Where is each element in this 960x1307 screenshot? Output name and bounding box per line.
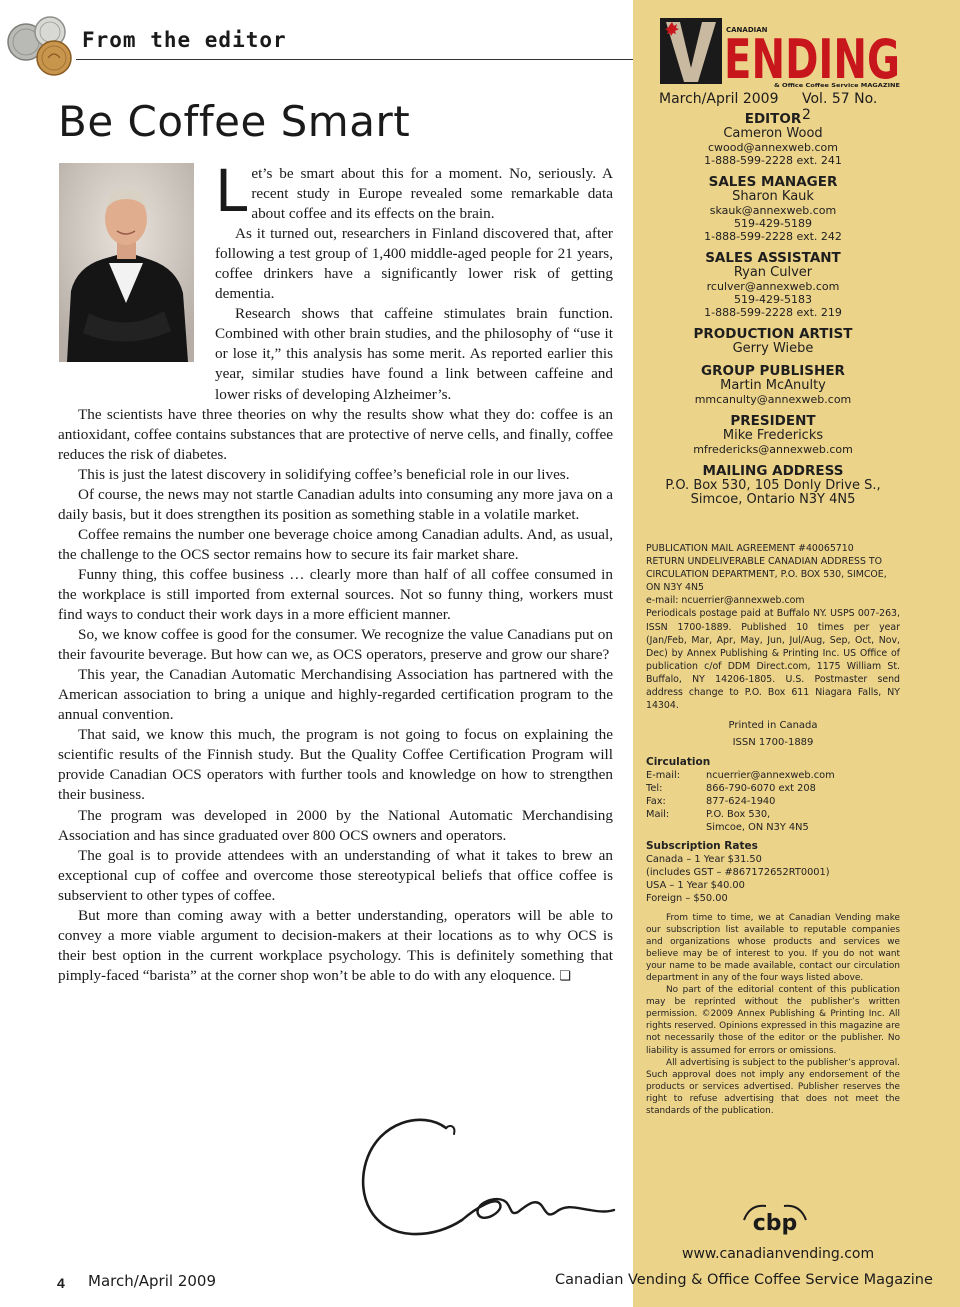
article-body — [58, 157, 613, 987]
article-paragraph: This is just the latest discovery in solidifying coffee’s beneficial role in our lives. — [78, 465, 570, 483]
subscription-line: (includes GST – #867172652RT0001) — [646, 867, 830, 879]
circulation-row: Mail: P.O. Box 530, — [646, 809, 771, 821]
subscription-title: Subscription Rates — [646, 840, 758, 852]
staff-entry — [655, 364, 891, 406]
staff-role: SALES MANAGER — [708, 174, 838, 190]
logo-canadian-label: CANADIAN — [726, 26, 768, 34]
staff-name: Martin McAnulty — [720, 378, 826, 393]
staff-email: rculver@annexweb.com — [706, 280, 840, 293]
staff-email: mfredericks@annexweb.com — [693, 443, 853, 456]
disclaimer-paragraph: No part of the editorial content of this publication may be reprinted without the publisher’s written permission. ©2009 Annex Publishing & Printing Inc. All rights reserved. Opinions expressed in this magazine are not necessarily those of the editor or the publisher. No liability is assumed for errors or omissions. — [646, 985, 900, 1056]
issn: ISSN 1700-1889 — [732, 736, 814, 748]
address-line: Simcoe, Ontario N3Y 4N5 — [690, 492, 856, 507]
printed-in-canada: Printed in Canada — [728, 720, 818, 731]
canadian-vending-logo — [660, 16, 902, 88]
article-paragraph: Of course, the news may not startle Canadian adults into consuming any more java on a daily basis, but it does strengthen its position as something stable in a volatile market. — [58, 485, 613, 523]
logo-wordmark: ENDING — [724, 28, 900, 88]
staff-entry — [655, 251, 891, 319]
staff-phone: 1-888-599-2228 ext. 242 — [704, 230, 842, 243]
article-paragraph: The scientists have three theories on why the results show what they do: coffee is an antioxidant, coffee contains substances that are protective of nerve cells, and finally, coffee reduces the risk of diabetes. — [58, 405, 613, 463]
article-paragraph: Coffee remains the number one beverage choice among Canadian adults. And, as usual, the challenge to the OCS sector remains how to secure its fair market share. — [58, 525, 613, 563]
staff-role: GROUP PUBLISHER — [701, 363, 845, 379]
article-paragraph: The program was developed in 2000 by the National Automatic Merchandising Association and has since graduated over 800 OCS owners and operators. — [58, 806, 613, 844]
staff-phone: 1-888-599-2228 ext. 241 — [704, 154, 842, 167]
return-address: RETURN UNDELIVERABLE CANADIAN ADDRESS TO CIRCULATION DEPARTMENT, P.O. BOX 530, SIMCOE, ON N3Y 4N5 — [646, 556, 887, 594]
issue-date: March/April 2009 — [659, 91, 779, 107]
staff-name: Sharon Kauk — [732, 189, 814, 204]
section-title: From the editor — [82, 28, 287, 52]
website-link[interactable]: www.canadianvending.com — [682, 1246, 875, 1262]
page-number: 4 — [57, 1275, 65, 1291]
circulation-row: Tel: 866-790-6070 ext 208 — [646, 783, 816, 795]
coins-icon — [4, 12, 74, 78]
headline: Be Coffee Smart — [58, 97, 411, 146]
logo-tagline: & Office Coffee Service MAGAZINE — [774, 83, 901, 88]
staff-entry — [655, 327, 891, 356]
staff-role: PRODUCTION ARTIST — [693, 326, 853, 342]
staff-phone: 519-429-5189 — [734, 217, 812, 230]
circulation-row: E-mail: ncuerrier@annexweb.com — [646, 770, 835, 782]
article-paragraph: Funny thing, this coffee business … clearly more than half of all coffee consumed in the workplace is still imported from external sources. Not so funny thing, workers must find ways to conduct their work days in a more efficient manner. — [58, 565, 613, 624]
staff-email: skauk@annexweb.com — [709, 204, 837, 217]
staff-role: PRESIDENT — [730, 413, 816, 429]
article-paragraph: Let’s be smart about this for a moment. No, seriously. A recent study in Europe revealed some remarkable data about coffee and its effects on the brain. — [215, 157, 613, 225]
footer-magazine-name: Canadian Vending & Office Coffee Service Magazine — [555, 1272, 933, 1288]
staff-entry — [655, 112, 891, 167]
staff-name: Ryan Culver — [733, 265, 813, 280]
disclaimer — [646, 912, 900, 1117]
staff-entry — [655, 175, 891, 243]
staff-role: SALES ASSISTANT — [705, 250, 841, 266]
article-paragraph: But more than coming away with a better understanding, operators will be able to convey a more viable argument to decision-makers at their locations as to why OCS is their best option in the current workplace psychology. This is definitely something that pimply-faced “barista” at the corner shop won’t be able to do with any eloquence. ❏ — [58, 906, 613, 984]
cbp-logo-text: cbp — [752, 1211, 798, 1236]
publication-email: e-mail: ncuerrier@annexweb.com — [646, 595, 805, 607]
subscription-rates — [646, 840, 900, 905]
mail-agreement: PUBLICATION MAIL AGREEMENT #40065710 — [646, 543, 854, 554]
staff-name: Gerry Wiebe — [732, 341, 814, 356]
article-paragraph: As it turned out, researchers in Finland discovered that, after following a test group of 1,400 middle-aged people for 21 years, coffee drinkers have a significantly lower risk of getting dementia. — [215, 225, 613, 303]
header-rule — [76, 59, 633, 60]
subscription-line: USA – 1 Year $40.00 — [646, 880, 745, 892]
article-paragraph: The goal is to provide attendees with an understanding of what it takes to brew an exceptional cup of coffee and overcome those stereotypical beliefs that office coffee is subservient to other types of coffee. — [58, 846, 613, 904]
staff-name: Cameron Wood — [723, 126, 823, 141]
subscription-line: Canada – 1 Year $31.50 — [646, 854, 762, 866]
circulation-row: Simcoe, ON N3Y 4N5 — [706, 822, 809, 834]
issue-volume: Vol. 57 No. 2 — [802, 91, 878, 123]
drop-cap: L — [215, 157, 248, 225]
disclaimer-paragraph: All advertising is subject to the publisher’s approval. Such approval does not imply any endorsement of the products or services advertised. Publisher reserves the right to refuse advertising that does not meet the standards of the publication. — [646, 1057, 900, 1116]
cbp-logo-icon — [740, 1200, 810, 1240]
printed-info — [646, 718, 900, 751]
staff-name: Mike Fredericks — [722, 428, 824, 443]
staff-phone: 1-888-599-2228 ext. 219 — [704, 306, 842, 319]
circulation-title: Circulation — [646, 756, 711, 768]
staff-email: cwood@annexweb.com — [708, 141, 838, 154]
circulation-info — [646, 756, 900, 835]
staff-role: EDITOR — [744, 111, 802, 127]
article-paragraph: This year, the Canadian Automatic Merchandising Association has partnered with the American association to bring a unique and highly-regarded certification program to the annual convention. — [58, 666, 613, 724]
staff-phone: 519-429-5183 — [734, 293, 812, 306]
photo-wrap-space — [58, 164, 215, 393]
staff-entry — [655, 414, 891, 456]
mailing-address — [655, 464, 891, 507]
staff-role: MAILING ADDRESS — [702, 463, 844, 479]
staff-email: mmcanulty@annexweb.com — [694, 393, 852, 406]
article-paragraph: That said, we know this much, the program is not going to focus on explaining the scientific results of the Finnish study. But the Quality Coffee Certification Program will provide Canadian OCS operators with further tools and knowledge on how to strengthen their business. — [58, 726, 613, 804]
publication-info — [646, 542, 900, 712]
disclaimer-paragraph: From time to time, we at Canadian Vending make our subscription list available to reputable companies and organizations whose products and services we believe may be of interest to you. If you do not want your name to be made available, contact our circulation department in any of the four ways listed above. — [646, 913, 900, 984]
article-paragraph: So, we know coffee is good for the consumer. We recognize the value Canadians put on their favourite beverage. But how can we, as OCS operators, preserve and grow our share? — [58, 626, 613, 664]
address-line: P.O. Box 530, 105 Donly Drive S., — [665, 478, 881, 493]
staff-list — [655, 112, 891, 515]
periodicals-note: Periodicals postage paid at Buffalo NY. USPS 007-263, ISSN 1700-1889. Published 10 times per year (Jan/Feb, Mar, Apr, May, Jun, Jul/Aug, Sep, Oct, Nov, Dec) by Annex Publishing & Printing Inc. US Office of publication c/of DDM Direct.com, 1175 William St. Buffalo, NY 14206-1805. U.S. Postmaster send address change to P.O. Box 611 Niagara Falls, NY 14304. — [646, 608, 900, 712]
circulation-row: Fax: 877-624-1940 — [646, 796, 776, 808]
editor-signature — [350, 1100, 620, 1250]
subscription-line: Foreign – $50.00 — [646, 893, 728, 905]
article-paragraph: Research shows that caffeine stimulates brain function. Combined with other brain studies, and the philosophy of “use it or lose it,” this analysis has some merit. As reported earlier this year, similar studies have found a link between caffeine and lower risks of developing Alzheimer’s. — [215, 305, 613, 403]
footer-date: March/April 2009 — [88, 1272, 217, 1290]
end-mark-icon: ❏ — [559, 968, 571, 984]
